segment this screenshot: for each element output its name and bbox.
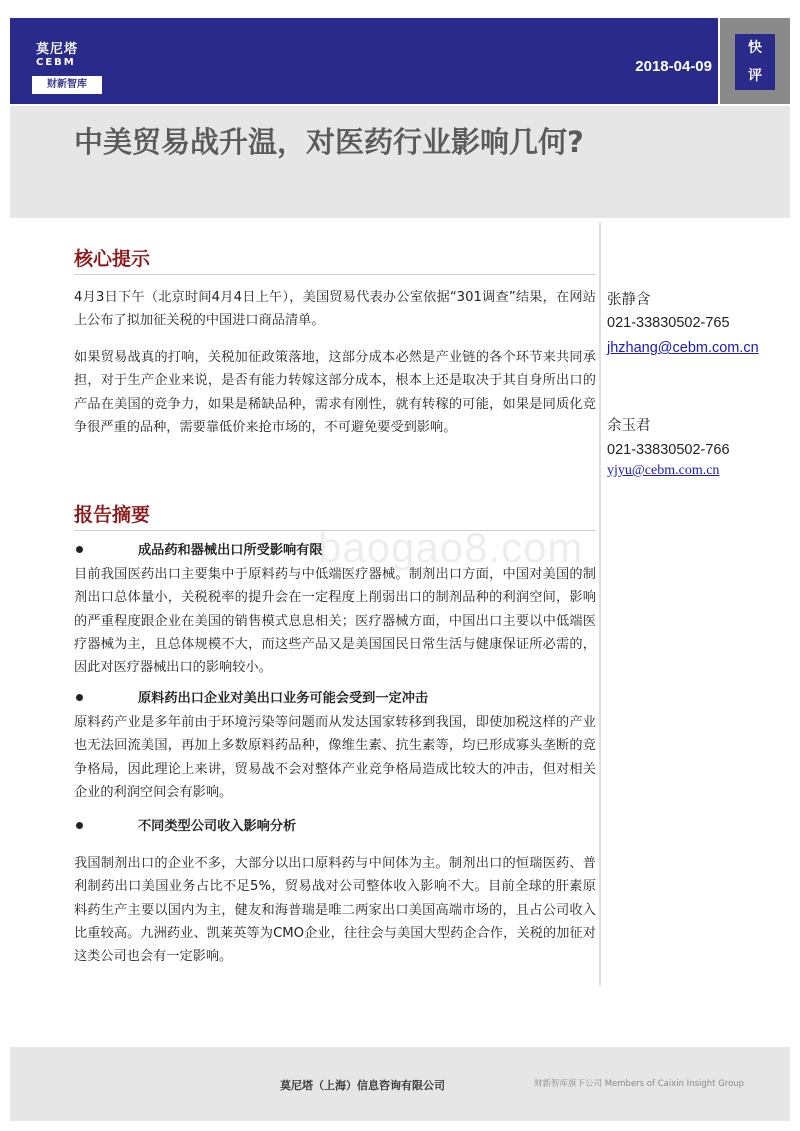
logo-english-name: CEBM xyxy=(36,57,76,68)
bullet-icon xyxy=(76,694,83,701)
badge-char-top: 快 xyxy=(748,40,762,56)
footer-company-name: 莫尼塔（上海）信息咨询有限公司 xyxy=(280,1079,445,1092)
report-date: 2018-04-09 xyxy=(635,58,712,75)
logo-subtitle: 财新智库 xyxy=(32,76,102,94)
analyst-1-email-link[interactable]: jhzhang@cebm.com.cn xyxy=(607,340,759,356)
core-section-rule xyxy=(74,274,596,275)
analyst-2-name: 余玉君 xyxy=(607,418,651,434)
summary-item-3-body: 我国制剂出口的企业不多，大部分以出口原料药与中间体为主。制剂出口的恒瑞医药、普利制药出口美国业务占比不足5%，贸易战对公司整体收入影响不大。目前全球的肝素原料药生产主要以国内为主，健友和海普瑞是唯二两家出口美国高端市场的，且占公司收入比重较高。九洲药业、凯莱英等为CMO企业，往往会与美国大型药企合作，关税的加征对这类公司也会有一定影响。 xyxy=(74,856,596,965)
analyst-1-name: 张静含 xyxy=(607,292,651,308)
report-header xyxy=(10,18,718,104)
badge-label xyxy=(735,34,775,90)
logo-chinese-name: 莫尼塔 xyxy=(36,42,79,57)
badge-char-bottom: 评 xyxy=(748,68,762,84)
summary-item-2-heading xyxy=(74,690,596,710)
analyst-2-email-link[interactable]: yjyu@cebm.com.cn xyxy=(607,463,720,478)
watermark: baogao8.com xyxy=(318,524,584,571)
summary-item-1-body: 目前我国医药出口主要集中于原料药与中低端医疗器械。制剂出口方面，中国对美国的制剂出口总体量小，关税税率的提升会在一定程度上削弱出口的制剂品种的利润空间，影响的严重程度跟企业在美国的销售模式息息相关；医疗器械方面，中国出口主要以中低端医疗器械为主，且总体规模不大，而这些产品又是美国国民日常生活与健康保证所必需的，因此对医疗器械出口的影响较小。 xyxy=(74,567,596,676)
column-divider xyxy=(599,222,601,986)
page-footer xyxy=(10,1047,790,1121)
cebm-logo xyxy=(32,36,106,96)
summary-item-2-title: 原料药出口企业对美出口业务可能会受到一定冲击 xyxy=(138,691,429,706)
summary-section-heading: 报告摘要 xyxy=(74,504,151,526)
core-paragraph-2: 如果贸易战真的打响，关税加征政策落地，这部分成本必然是产业链的各个环节来共同承担，对于生产企业来说，是否有能力转嫁这部分成本，根本上还是取决于其自身所出口的产品在美国的竞争力，如果是稀缺品种，需求有刚性，就有转稼的可能，如果是同质化竞争很严重的品种，需要靠低价来抢市场的，不可避免要受到影响。 xyxy=(74,350,596,435)
core-section-heading: 核心提示 xyxy=(74,248,151,270)
summary-item-1-title: 成品药和器械出口所受影响有限 xyxy=(138,543,323,558)
report-title: 中美贸易战升温，对医药行业影响几何? xyxy=(74,125,584,159)
footer-group-note: 财新智库旗下公司 Members of Caixin Insight Group xyxy=(534,1079,745,1089)
analyst-1-phone: 021-33830502-765 xyxy=(607,315,730,331)
analyst-2-phone: 021-33830502-766 xyxy=(607,442,730,458)
summary-item-2-body: 原料药产业是多年前由于环境污染等问题而从发达国家转移到我国，即使加税这样的产业也无法回流美国，再加上多数原料药品种，像维生素、抗生素等，均已形成寡头垄断的竞争格局，因此理论上来讲，贸易战不会对整体产业竞争格局造成比较大的冲击，但对相关企业的利润空间会有影响。 xyxy=(74,715,596,800)
title-band xyxy=(10,106,790,218)
core-paragraph-1: 4月3日下午（北京时间4月4日上午），美国贸易代表办公室依据“301调查”结果，在网站上公布了拟加征关税的中国进口商品清单。 xyxy=(74,290,596,329)
report-type-badge xyxy=(720,18,790,104)
summary-item-3-heading xyxy=(74,818,596,838)
bullet-icon xyxy=(76,822,83,829)
bullet-icon xyxy=(76,546,83,553)
summary-item-3-title: 不同类型公司收入影响分析 xyxy=(138,819,297,834)
